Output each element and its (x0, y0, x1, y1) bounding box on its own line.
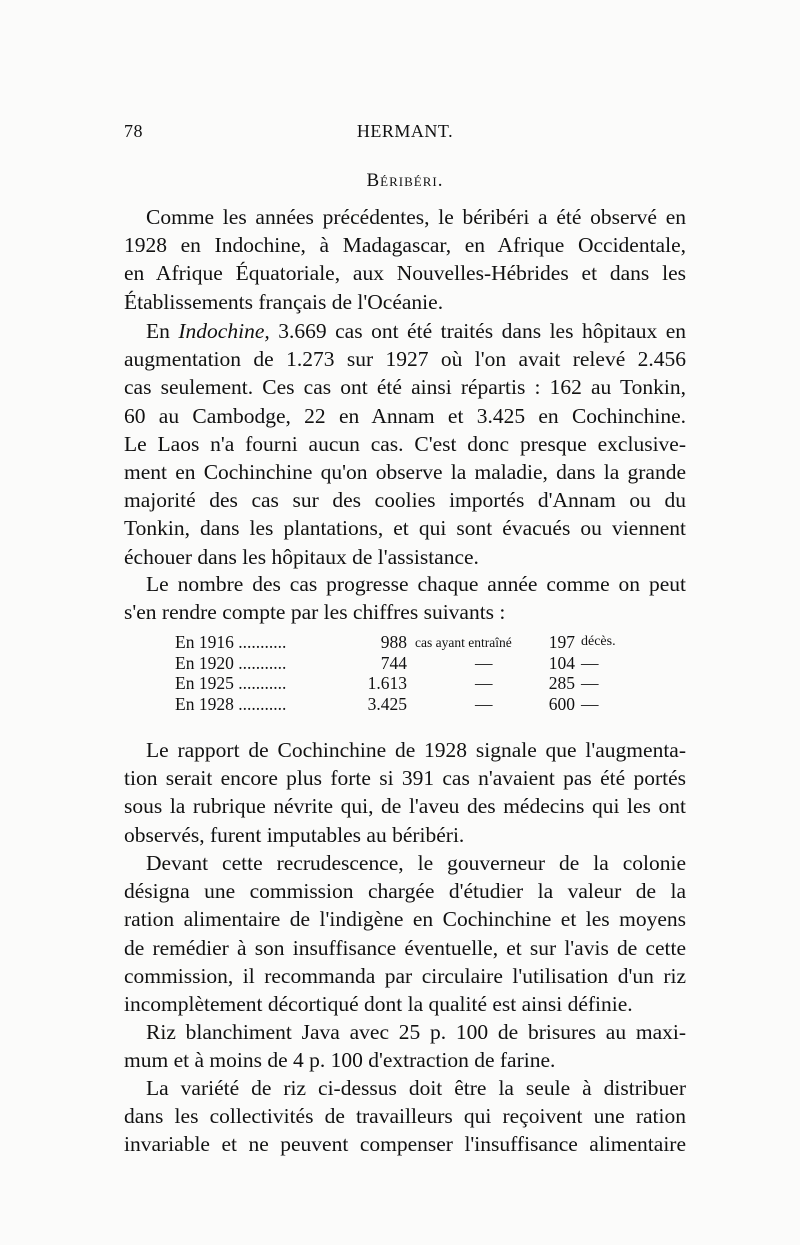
cases-cell: 988 (380, 632, 407, 652)
ditto-mark: — (581, 693, 599, 714)
text-line: mum et à moins de 4 p. 100 d'extraction de farine. (124, 1048, 556, 1073)
text-line: 1928 en Indochine, à Madagascar, en Afrique Occidentale, (124, 233, 686, 258)
table-note: cas ayant entraîné (415, 635, 512, 650)
text-line: Le Laos n'a fourni aucun cas. C'est donc presque exclusive- (124, 431, 686, 456)
deaths-cell: 104 (548, 652, 575, 673)
cases-cell: 744 (380, 652, 407, 673)
text-line: sous la rubrique névrite qui, de l'aveu des médecins qui les ont (124, 794, 686, 819)
paragraph-4 (124, 736, 686, 849)
text-line: La variété de riz ci-dessus doit être la seule à distribuer (146, 1076, 686, 1100)
table-row (175, 694, 655, 715)
year-cell: En 1925 ........... (175, 673, 287, 693)
text-line: majorité des cas sur des coolies importés d'Annam ou du (124, 488, 686, 513)
running-head: HERMANT. (356, 121, 454, 141)
text-line: Tonkin, dans les plantations, et qui sont évacués ou viennent (124, 516, 686, 541)
text-line: s'en rendre compte par les chiffres suivants : (124, 600, 506, 625)
ditto-mark: — (475, 693, 493, 714)
ditto-mark: — (475, 652, 493, 673)
cases-cell: 3.425 (367, 693, 407, 714)
text-run: En (146, 319, 179, 343)
text-line: commission, il recommanda par circulaire l'utilisation d'un riz (124, 963, 686, 988)
section-title: Béribéri. (366, 170, 444, 191)
paragraph-1 (124, 203, 686, 316)
text-line: de remédier à son insuffisance éventuelle, et sur l'avis de cette (124, 935, 686, 960)
year-cell: En 1916 ........... (175, 632, 287, 652)
text-line: échouer dans les hôpitaux de l'assistance. (124, 544, 479, 569)
text-line: Riz blanchiment Java avec 25 p. 100 de brisures au maxi- (146, 1020, 686, 1044)
page-header (124, 121, 686, 147)
text-line: Le rapport de Cochinchine de 1928 signale que l'augmenta- (146, 738, 686, 762)
page-number: 78 (124, 121, 143, 141)
paragraph-7 (124, 1074, 686, 1159)
text-line: désigna une commission chargée d'étudier la valeur de la (124, 879, 686, 904)
cases-cell: 1.613 (367, 673, 407, 693)
deaths-unit: décès. (581, 634, 616, 649)
paragraph-6 (124, 1018, 686, 1074)
cases-table (175, 632, 655, 714)
paragraph-3 (124, 570, 686, 626)
text-line: en Afrique Équatoriale, aux Nouvelles-Hébrides et dans les (124, 261, 686, 286)
table-row (175, 653, 655, 674)
table-row (175, 632, 655, 653)
text-line: ment en Cochinchine qu'on observe la maladie, dans la grande (124, 460, 686, 485)
text-line: tion serait encore plus forte si 391 cas n'avaient pas été portés (124, 766, 686, 791)
text-line: Devant cette recrudescence, le gouverneur de la colonie (146, 851, 686, 875)
text-line: observés, furent imputables au béribéri. (124, 822, 465, 847)
paragraph-5 (124, 849, 686, 1018)
deaths-cell: 197 (548, 632, 575, 652)
place-name-italic: Indochine, (178, 319, 270, 343)
text-line: 60 au Cambodge, 22 en Annam et 3.425 en Cochinchine. (124, 403, 686, 428)
text-line: augmentation de 1.273 sur 1927 où l'on avait relevé 2.456 (124, 347, 686, 372)
text-line (124, 317, 686, 345)
text-line: Comme les années précédentes, le béribéri a été observé en (146, 205, 686, 229)
text-line: ration alimentaire de l'indigène en Cochinchine et les moyens (124, 907, 686, 932)
ditto-mark: — (581, 673, 599, 693)
year-cell: En 1928 ........... (175, 693, 287, 714)
text-line: Établissements français de l'Océanie. (124, 289, 444, 314)
table-row (175, 673, 655, 694)
text-run: 3.669 cas ont été traités dans les hôpitaux en (269, 319, 686, 343)
text-line: dans les collectivités de travailleurs qui reçoivent une ration (124, 1104, 686, 1129)
text-line: Le nombre des cas progresse chaque année comme on peut (146, 572, 686, 596)
year-cell: En 1920 ........... (175, 652, 287, 673)
paragraph-2 (124, 317, 686, 571)
ditto-mark: — (475, 673, 493, 693)
deaths-cell: 600 (548, 693, 575, 714)
text-line: invariable et ne peuvent compenser l'insuffisance alimentaire (124, 1132, 686, 1157)
text-line: cas seulement. Ces cas ont été ainsi répartis : 162 au Tonkin, (124, 375, 686, 400)
text-line: incomplètement décortiqué dont la qualité est ainsi définie. (124, 992, 633, 1017)
ditto-mark: — (581, 652, 599, 673)
deaths-cell: 285 (548, 673, 575, 693)
